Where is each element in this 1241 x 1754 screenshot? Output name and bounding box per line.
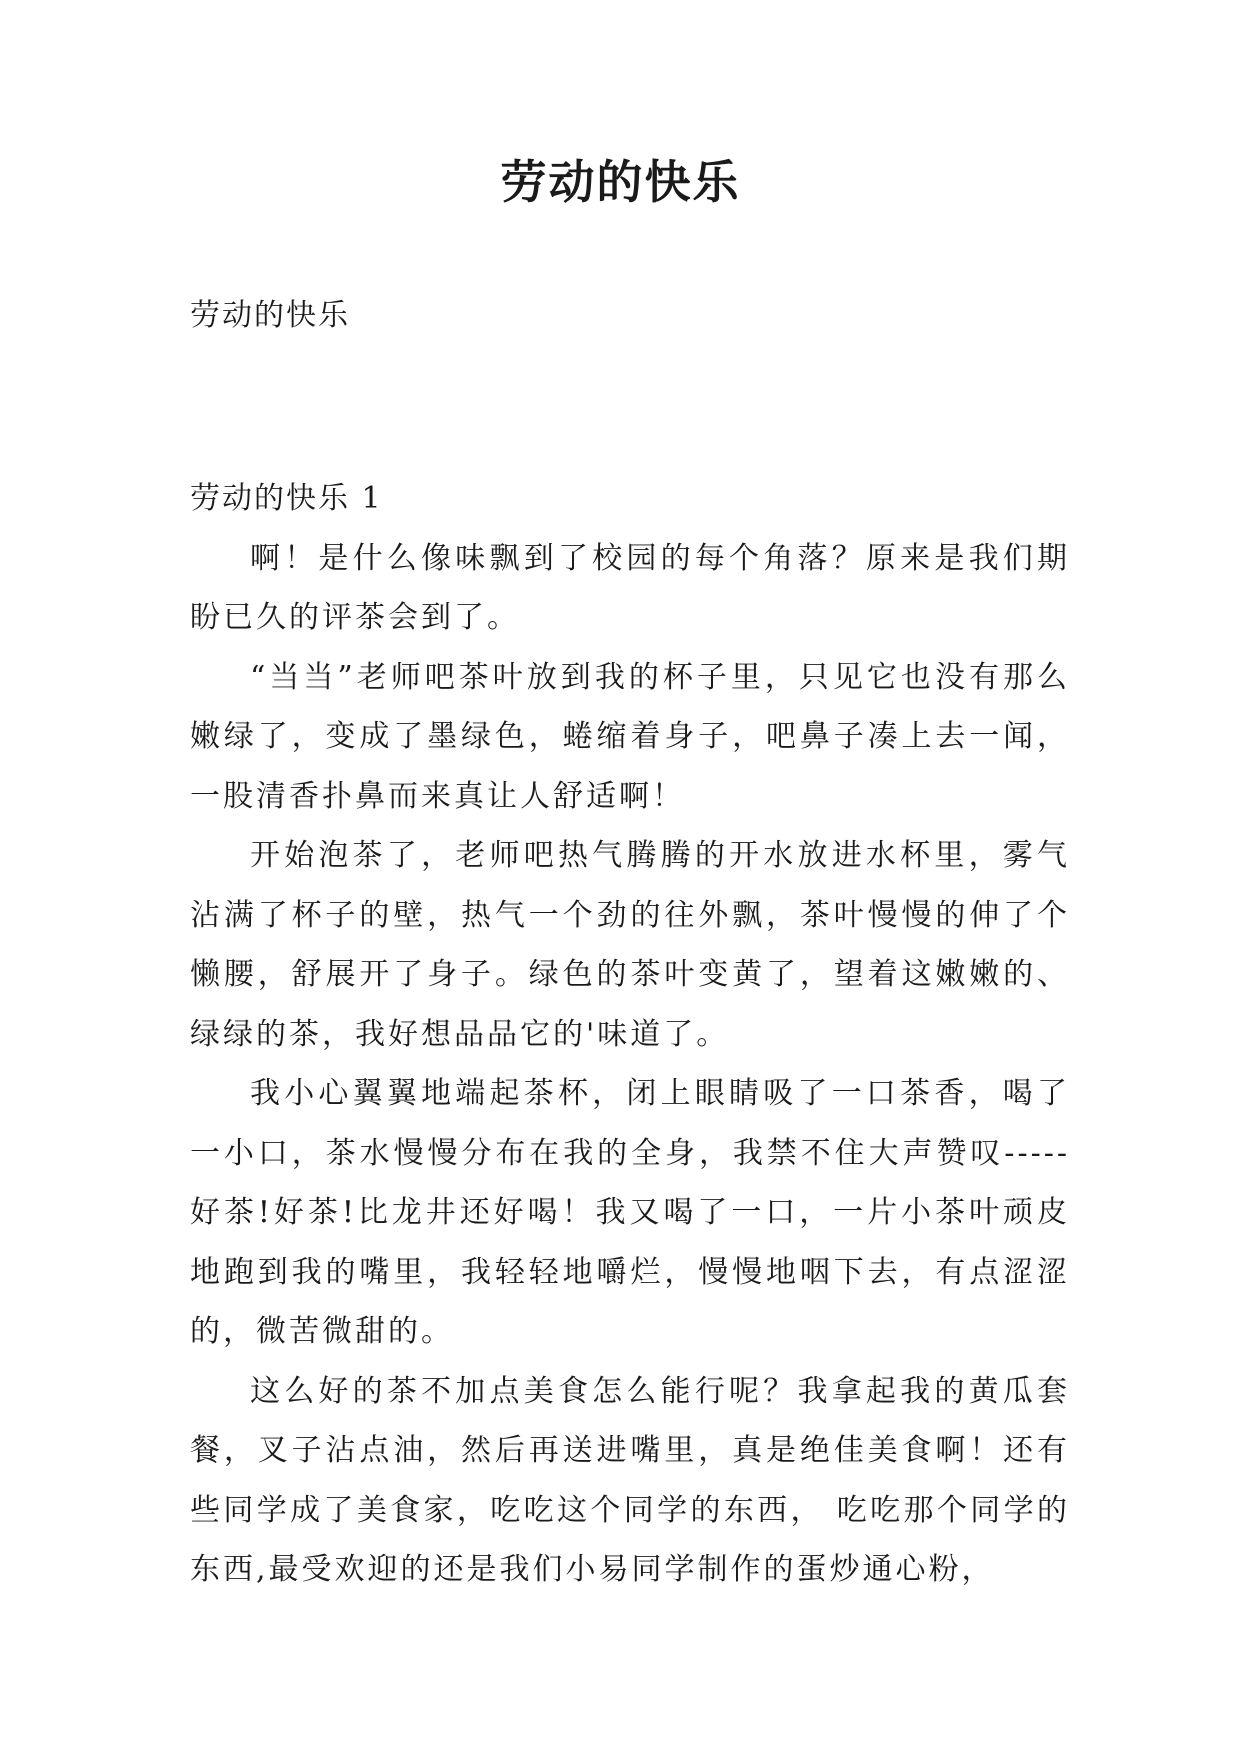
paragraph-5: 这么好的茶不加点美食怎么能行呢？我拿起我的黄瓜套餐，叉子沾点油，然后再送进嘴里，真是绝佳美食啊！还有些同学成了美食家，吃吃这个同学的东西， 吃吃那个同学的东西,最受欢迎的还是我们小易同学制作的蛋炒通心粉， [190,1373,1070,1587]
paragraph-4: 我小心翼翼地端起茶杯，闭上眼睛吸了一口茶香，喝了一小口，茶水慢慢分布在我的全身，我禁不住大声赞叹-----好茶!好茶!比龙井还好喝！我又喝了一口，一片小茶叶顽皮地跑到我的嘴里，我轻轻地嚼烂，慢慢地咽下去，有点涩涩的，微苦微甜的。 [190,1076,1070,1349]
paragraph-3: 开始泡茶了，老师吧热气腾腾的开水放进水杯里，雾气沾满了杯子的壁，热气一个劲的往外飘，茶叶慢慢的伸了个懒腰，舒展开了身子。绿色的茶叶变黄了，望着这嫩嫩的、绿绿的茶，我好想品品它的'味道了。 [190,838,1070,1052]
document-subtitle: 劳动的快乐 [190,298,350,333]
section-heading: 劳动的快乐 1 [190,481,383,516]
document-body [190,469,1070,1600]
paragraph-1: 啊！是什么像味飘到了校园的每个角落？原来是我们期盼已久的评茶会到了。 [190,540,1070,635]
paragraph-2: “当当”老师吧茶叶放到我的杯子里，只见它也没有那么嫩绿了，变成了墨绿色，蜷缩着身子，吧鼻子凑上去一闻，一股清香扑鼻而来真让人舒适啊！ [190,659,1070,814]
document-title: 劳动的快乐 [500,155,741,209]
